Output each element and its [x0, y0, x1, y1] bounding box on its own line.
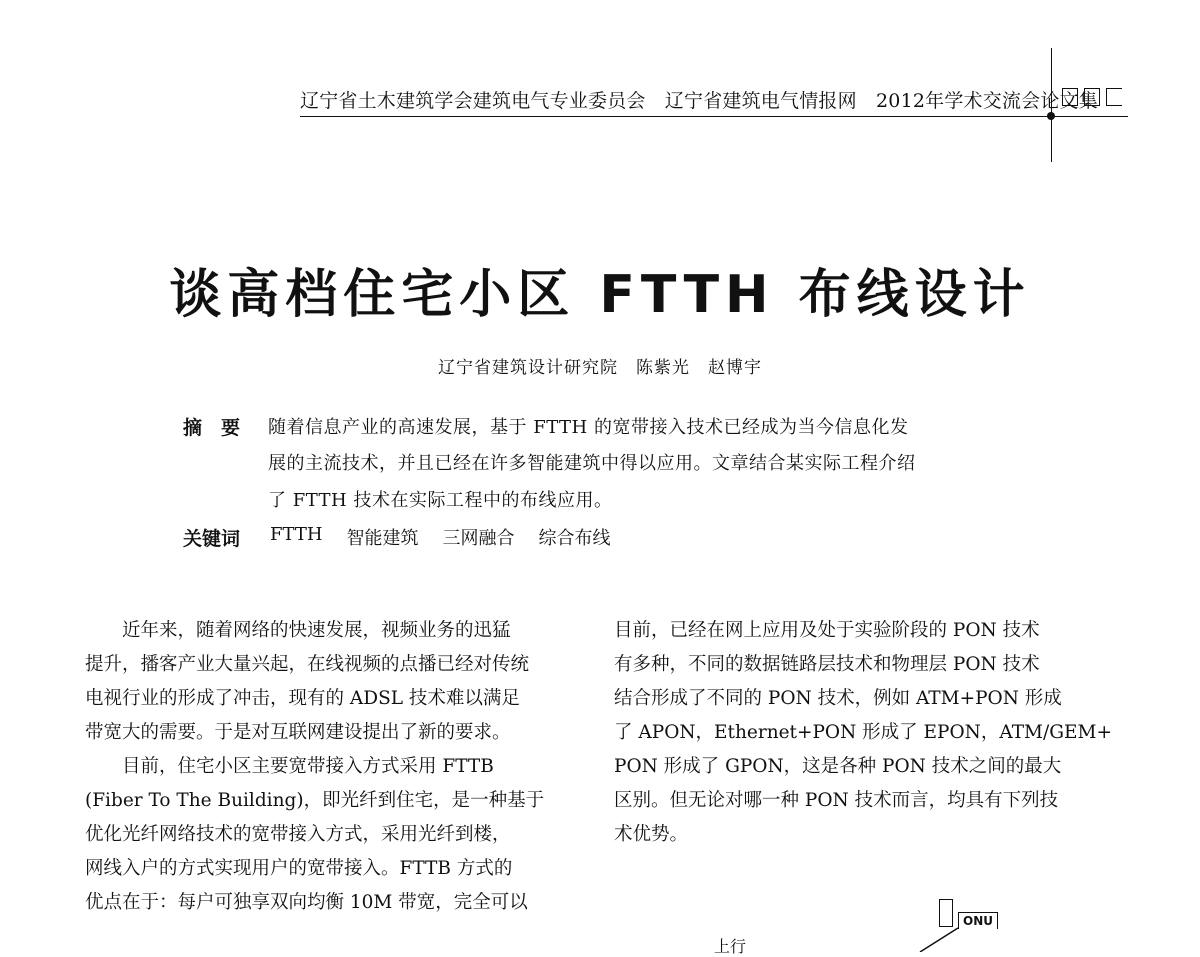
body-line: 电视行业的形成了冲击，现有的 ADSL 技术难以满足 [85, 688, 520, 709]
header-rule [300, 116, 1128, 117]
right-column-text [614, 614, 1114, 852]
abstract-line: 了 FTTH 技术在实际工程中的布线应用。 [268, 490, 613, 511]
running-header: 辽宁省土木建筑学会建筑电气专业委员会 辽宁省建筑电气情报网 2012年学术交流会论文集 [300, 90, 1098, 112]
body-line: 术优势。 [614, 824, 689, 845]
onu-device-icon [939, 899, 953, 927]
abstract-label: 摘 要 [183, 417, 241, 439]
keyword: 智能建筑 [346, 528, 419, 549]
body-line: 优化光纤网络技术的宽带接入方式，采用光纤到楼， [85, 824, 511, 845]
paper-title: 谈高档住宅小区 FTTH 布线设计 [169, 265, 1031, 325]
body-line: 提升，播客产业大量兴起，在线视频的点播已经对传统 [85, 654, 530, 675]
header-dot [1047, 112, 1055, 120]
body-line: 有多种，不同的数据链路层技术和物理层 PON 技术 [614, 654, 1040, 675]
body-line: 目前，住宅小区主要宽带接入方式采用 FTTB [85, 756, 494, 777]
keyword: 三网融合 [442, 528, 515, 549]
keyword: 综合布线 [538, 528, 611, 549]
body-line: 目前，已经在网上应用及处于实验阶段的 PON 技术 [614, 620, 1040, 641]
left-column-text [85, 614, 585, 920]
body-line: PON 形成了 GPON，这是各种 PON 技术之间的最大 [614, 756, 1062, 777]
paper-authors: 辽宁省建筑设计研究院 陈紫光 赵博宇 [438, 358, 762, 378]
header-box-glyph [1106, 88, 1122, 106]
keywords-label: 关键词 [183, 528, 241, 550]
header-box-glyph [1062, 88, 1078, 106]
body-line: 近年来，随着网络的快速发展，视频业务的迅猛 [85, 620, 511, 641]
body-line: 区别。但无论对哪一种 PON 技术而言，均具有下列技 [614, 790, 1059, 811]
body-line: 网线入户的方式实现用户的宽带接入。FTTB 方式的 [85, 858, 513, 879]
body-line: 优点在于：每户可独享双向均衡 10M 带宽，完全可以 [85, 892, 528, 913]
abstract-line: 随着信息产业的高速发展，基于 FTTH 的宽带接入技术已经成为当今信息化发 [268, 417, 909, 438]
diagram-connector-line [880, 926, 960, 952]
header-box-glyph [1084, 88, 1100, 106]
header-vertical-rule [1051, 48, 1052, 162]
upstream-label: 上行 [714, 937, 747, 956]
body-line: 结合形成了不同的 PON 技术，例如 ATM+PON 形成 [614, 688, 1062, 709]
keywords-list [270, 524, 611, 550]
header-box-glyphs [1062, 88, 1122, 106]
onu-label: ONU [958, 912, 998, 929]
keyword: FTTH [270, 524, 323, 545]
body-line: 了 APON，Ethernet+PON 形成了 EPON，ATM/GEM+ [614, 722, 1112, 743]
abstract-line: 展的主流技术，并且已经在许多智能建筑中得以应用。文章结合某实际工程介绍 [268, 453, 916, 474]
body-line: 带宽大的需要。于是对互联网建设提出了新的要求。 [85, 722, 511, 743]
body-line: (Fiber To The Building)，即光纤到住宅，是一种基于 [85, 790, 545, 811]
